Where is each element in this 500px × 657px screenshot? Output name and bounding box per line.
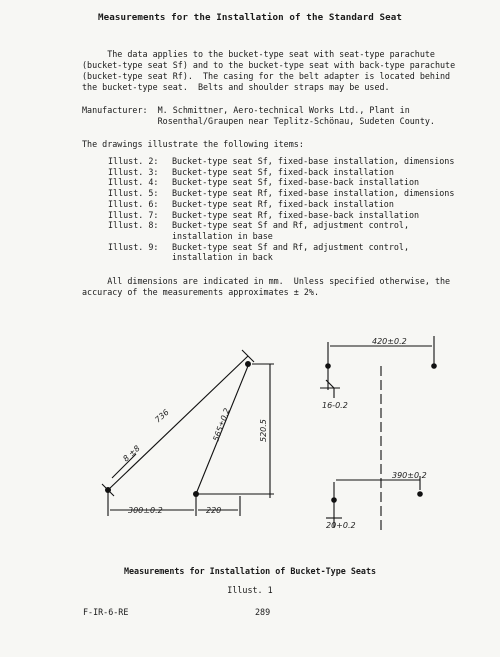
illustration-label: Illust. 1 [227, 585, 273, 595]
illustration-number: Illust. 9: [108, 241, 159, 252]
dim-20-label: 20+0.2 [326, 521, 356, 530]
illustration-number: Illust. 4: [108, 177, 159, 188]
document-code: F-IR-6-RE [83, 607, 129, 617]
illustration-description: Bucket-type seat Rf, fixed-base installation, dimensions [172, 188, 455, 199]
page-title: Measurements for the Installation of the Standard Seat [97, 12, 403, 23]
mount-point [417, 491, 423, 497]
mount-point [105, 487, 111, 493]
dim-300-label: 300±0.2 [128, 506, 163, 515]
illustration-number: Illust. 5: [108, 188, 159, 199]
illustration-number: Illust. 8: [108, 220, 159, 231]
manufacturer-paragraph: Manufacturer: M. Schmittner, Aero-technical Works Ltd., Plant in Rosenthal/Graupen near Teplitz-Schönau, Sudeten County. [82, 105, 435, 126]
list-item [108, 199, 480, 210]
illustration-number: Illust. 7: [108, 209, 159, 220]
dim-420-label: 420±0.2 [372, 337, 407, 346]
installation-diagram [90, 330, 460, 540]
list-item [108, 156, 480, 167]
mount-point [193, 491, 199, 497]
dim-736-label: 736 [153, 407, 171, 425]
illustration-description: Bucket-type seat Sf and Rf, adjustment control, installation in back [172, 241, 409, 263]
mount-point [331, 497, 337, 503]
dim-520-label: 520.5 [259, 419, 268, 442]
list-item [108, 242, 480, 263]
measurements-note: All dimensions are indicated in mm. Unless specified otherwise, the accuracy of the measurements approximates ± 2%. [82, 276, 451, 297]
dim-16-label: 16-0.2 [322, 401, 348, 410]
mount-point [325, 363, 331, 369]
page-number: 289 [255, 607, 271, 617]
figure-caption: Measurements for Installation of Bucket-Type Seats [123, 566, 377, 576]
list-item [108, 167, 480, 178]
illustration-number: Illust. 6: [108, 198, 159, 209]
diagram-svg [90, 330, 460, 540]
illustration-description: Bucket-type seat Sf, fixed-base installation, dimensions [172, 156, 455, 166]
illustration-description: Bucket-type seat Rf, fixed-back installation [172, 198, 394, 209]
illustration-description: Bucket-type seat Sf, fixed-base-back installation [172, 177, 420, 188]
illustration-list [108, 156, 480, 263]
list-item [108, 220, 480, 241]
illustration-number: Illust. 3: [108, 166, 159, 177]
dim-565-label: 565±0.2 [211, 406, 232, 443]
drawings-intro: The drawings illustrate the following items: [82, 139, 304, 149]
illustration-description: Bucket-type seat Rf, fixed-base-back installation [172, 209, 420, 220]
mount-point [245, 361, 251, 367]
list-item [108, 177, 480, 188]
list-item [108, 210, 480, 221]
dim-390-label: 390±0.2 [392, 471, 427, 480]
intro-paragraph: The data applies to the bucket-type seat with seat-type parachute (bucket-type seat Sf) and to the bucket-type seat with back-type parachute (bucket-type seat Rf). The casing for the belt adapter is located behind the bucket-type seat. Belts and shoulder straps may be used. [82, 49, 456, 92]
mount-point [431, 363, 437, 369]
list-item [108, 188, 480, 199]
illustration-number: Illust. 2: [108, 156, 159, 166]
illustration-description: Bucket-type seat Sf and Rf, adjustment control, installation in base [172, 220, 409, 241]
illustration-description: Bucket-type seat Sf, fixed-back installation [172, 166, 394, 177]
dim-220-label: 220 [206, 506, 222, 515]
dim-8-label: 8 ±8 [121, 443, 142, 464]
